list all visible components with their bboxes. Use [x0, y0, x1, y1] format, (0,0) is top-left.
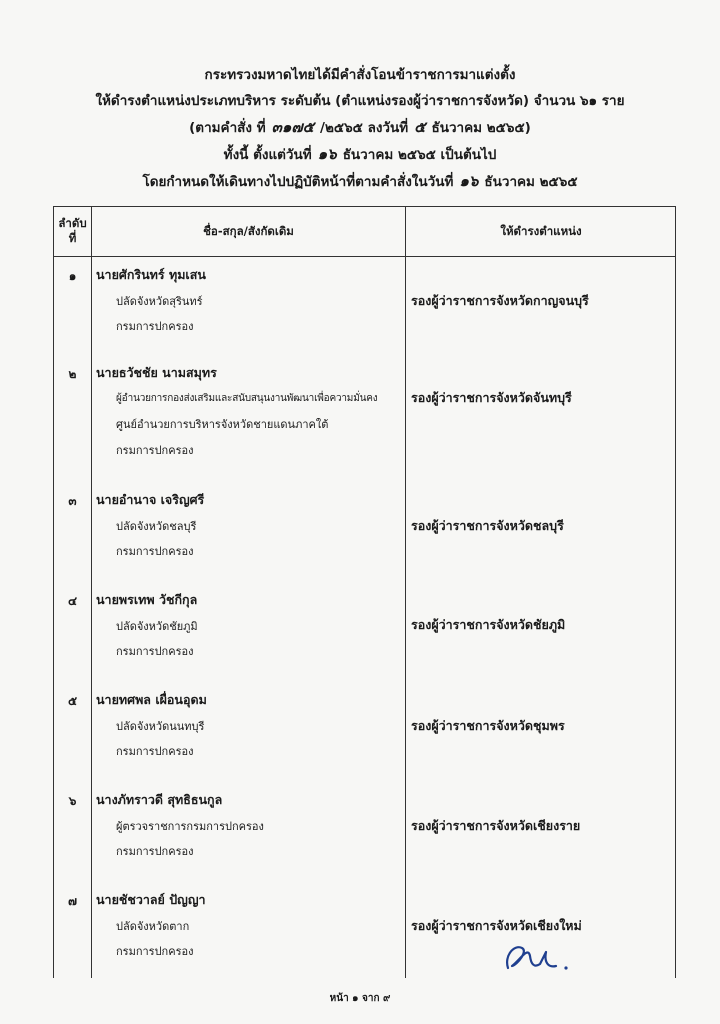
new-position: รองผู้ว่าราชการจังหวัดเชียงราย	[411, 818, 581, 833]
former-department: กรมการปกครอง	[116, 745, 194, 758]
appointment-table	[53, 206, 676, 978]
new-position: รองผู้ว่าราชการจังหวัดชุมพร	[411, 718, 565, 733]
new-position: รองผู้ว่าราชการจังหวัดจันทบุรี	[411, 390, 572, 405]
column-header-number	[54, 216, 91, 246]
table-header-divider	[54, 256, 675, 257]
former-position: ปลัดจังหวัดชลบุรี	[116, 520, 197, 533]
former-department: กรมการปกครอง	[116, 444, 194, 457]
new-position: รองผู้ว่าราชการจังหวัดชัยภูมิ	[411, 617, 566, 632]
order-number-handwritten: ๓๑๗๕	[271, 118, 315, 136]
header-line-5-suffix: ธันวาคม ๒๕๖๕	[484, 174, 578, 190]
header-line-3-suffix: ธันวาคม ๒๕๖๕)	[431, 120, 531, 136]
header-line-4	[0, 141, 720, 168]
header-line-1: กระทรวงมหาดไทยได้มีคำสั่งโอนข้าราชการมาแต่งตั้ง	[204, 67, 516, 83]
former-department: กรมการปกครอง	[116, 845, 194, 858]
header-line-5-prefix: โดยกำหนดให้เดินทางไปปฏิบัติหน้าที่ตามคำสั่งในวันที่	[142, 174, 454, 190]
row-number: ๔	[67, 594, 78, 608]
header-line-3-prefix: (ตามคำสั่ง ที่	[189, 120, 266, 136]
header-line-3	[0, 114, 720, 141]
former-position: ปลัดจังหวัดสุรินทร์	[116, 295, 203, 308]
row-number: ๕	[67, 694, 78, 708]
row-number: ๗	[67, 894, 78, 908]
person-name: นางภัทราวดี สุทธิธนกูล	[96, 792, 223, 807]
column-header-position: ให้ดำรงตำแหน่ง	[500, 224, 582, 238]
row-number: ๖	[68, 794, 77, 808]
person-name: นายชัชวาลย์ ปัญญา	[96, 892, 206, 907]
new-position: รองผู้ว่าราชการจังหวัดเชียงใหม่	[411, 918, 582, 933]
row-number: ๓	[68, 494, 77, 508]
former-position: ผู้ตรวจราชการกรมการปกครอง	[116, 820, 264, 833]
new-position: รองผู้ว่าราชการจังหวัดชลบุรี	[411, 518, 564, 533]
person-name: นายธวัชชัย นามสมุทร	[96, 365, 217, 380]
person-name: นายศักรินทร์ ทุมเสน	[96, 267, 206, 282]
former-department: กรมการปกครอง	[116, 320, 194, 333]
header-line-4-prefix: ทั้งนี้ ตั้งแต่วันที่	[223, 147, 312, 163]
row-number: ๒	[68, 367, 77, 381]
former-position: ปลัดจังหวัดตาก	[116, 920, 190, 933]
effective-day-handwritten: ๑๖	[317, 145, 337, 163]
table-row	[54, 363, 677, 487]
former-department: กรมการปกครอง	[116, 645, 194, 658]
new-position: รองผู้ว่าราชการจังหวัดกาญจนบุรี	[411, 293, 589, 308]
former-department: กรมการปกครอง	[116, 945, 194, 958]
person-name: นายอำนาจ เจริญศรี	[96, 492, 205, 507]
former-department: กรมการปกครอง	[116, 545, 194, 558]
row-number: ๑	[68, 269, 77, 283]
former-position: ปลัดจังหวัดชัยภูมิ	[116, 620, 198, 633]
former-position: ปลัดจังหวัดนนทบุรี	[116, 720, 205, 733]
header-line-2: ให้ดำรงตำแหน่งประเภทบริหาร ระดับต้น (ตำแหน่งรองผู้ว่าราชการจังหวัด) จำนวน ๖๑ ราย	[95, 93, 625, 109]
order-day-handwritten: ๕	[414, 118, 426, 136]
page-number: หน้า ๑ จาก ๙	[329, 993, 391, 1004]
former-position: ผู้อำนวยการกองส่งเสริมและสนับสนุนงานพัฒนาเพื่อความมั่นคง	[116, 393, 378, 404]
header-line-4-suffix: ธันวาคม ๒๕๖๕ เป็นต้นไป	[342, 147, 497, 163]
document-header	[0, 62, 720, 195]
header-line-3-middle: /๒๕๖๕ ลงวันที่	[320, 120, 409, 136]
column-header-number-line1: ลำดับ	[58, 216, 87, 230]
header-line-5	[0, 168, 720, 195]
signature-mark	[500, 938, 580, 978]
column-header-number-line2: ที่	[68, 231, 77, 245]
former-unit: ศูนย์อำนวยการบริหารจังหวัดชายแดนภาคใต้	[116, 418, 329, 431]
report-day-handwritten: ๑๖	[459, 172, 479, 190]
person-name: นายทศพล เผื่อนอุดม	[96, 692, 207, 707]
column-header-name: ชื่อ-สกุล/สังกัดเดิม	[203, 224, 294, 238]
person-name: นายพรเทพ วัชกีกุล	[96, 592, 198, 607]
